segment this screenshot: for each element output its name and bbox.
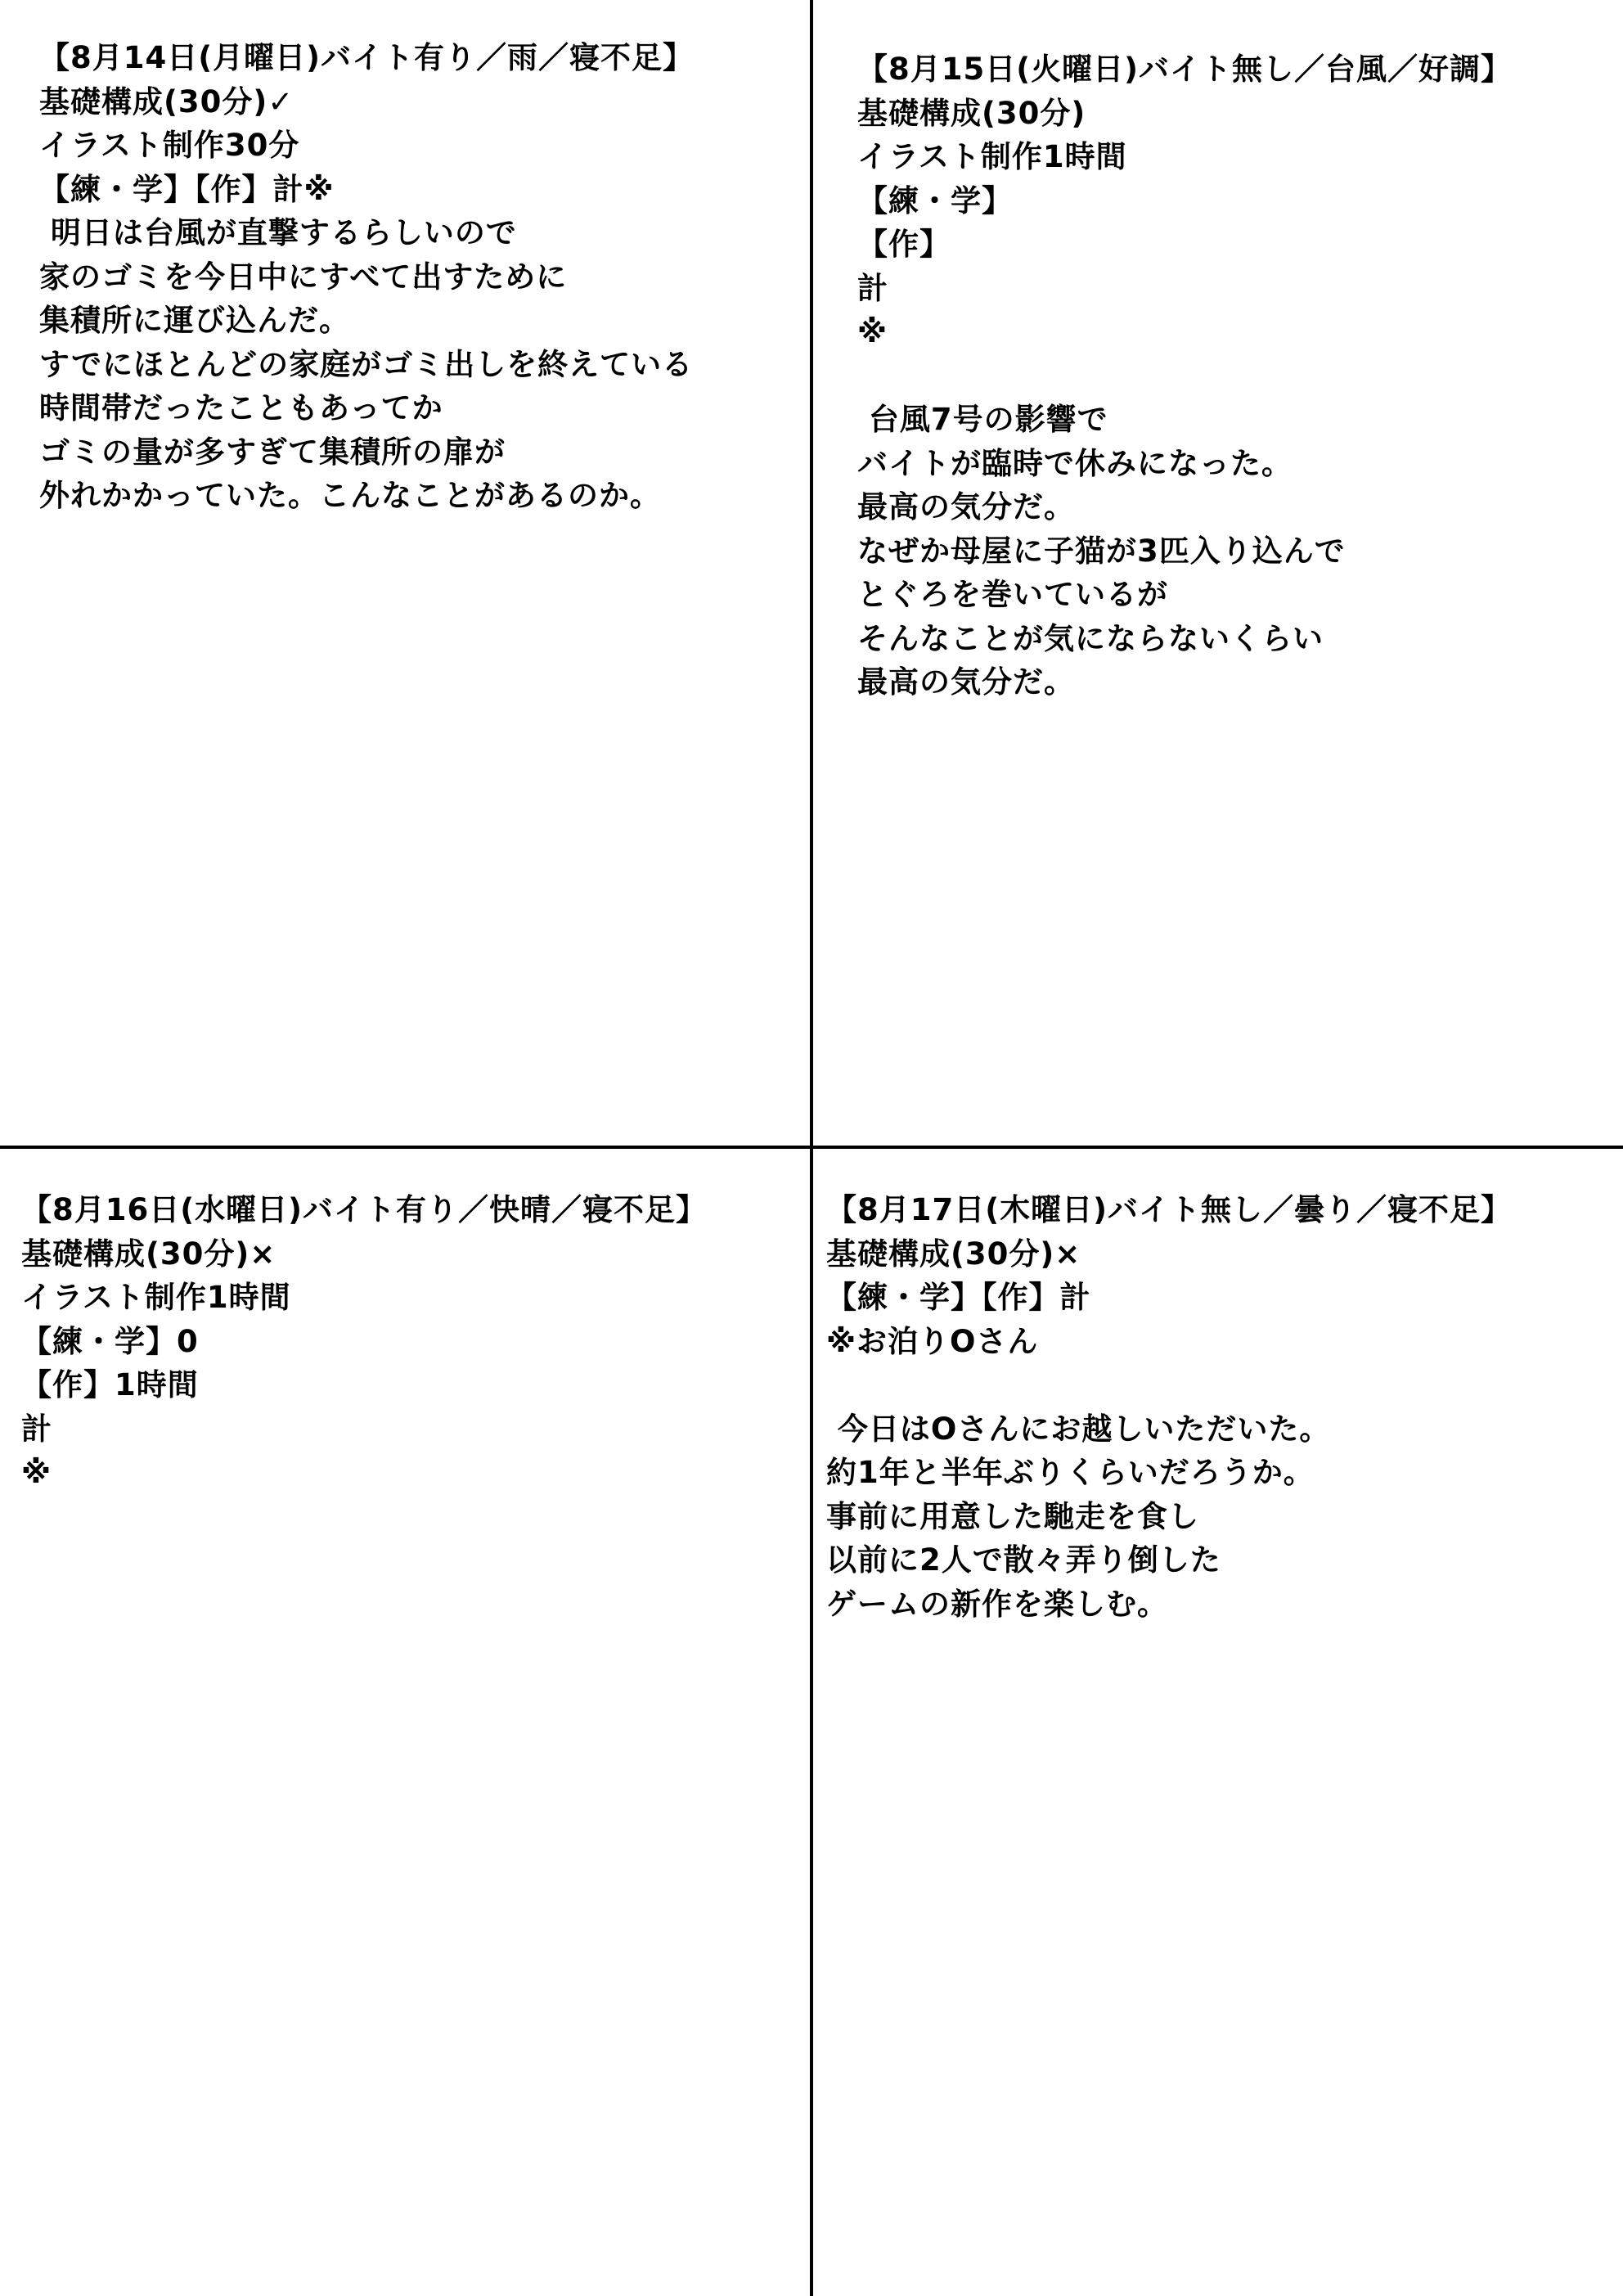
entry-line: 基礎構成(30分)✓ (39, 83, 294, 119)
entry-line: 外れかかっていた。こんなことがあるのか。 (39, 478, 661, 513)
entry-line: 【練・学】【作】計 (826, 1280, 1091, 1315)
entry-line: 家のゴミを今日中にすべて出すために (39, 259, 568, 295)
entry-heading: 【8月15日(火曜日)バイト無し／台風／好調】 (857, 52, 1513, 87)
horizontal-divider (0, 1146, 1623, 1149)
entry-line: 【練・学】 (857, 182, 1013, 218)
entry-line: 事前に用意した馳走を食し (826, 1498, 1199, 1534)
entry-line: 台風7号の影響で (857, 402, 1108, 437)
entry-line: イラスト制作1時間 (21, 1280, 291, 1315)
entry-line: とぐろを巻いているが (857, 577, 1168, 612)
entry-line: 今日はOさんにお越しいただいた。 (826, 1411, 1331, 1447)
entry-line: ※お泊りOさん (826, 1323, 1039, 1359)
entry-line: ゴミの量が多すぎて集積所の扉が (39, 434, 506, 470)
entry-line: 【作】 (857, 227, 951, 262)
entry-line: 集積所に運び込んだ。 (39, 303, 350, 338)
entry-line: ゲームの新作を楽しむ。 (826, 1586, 1168, 1622)
entry-line: 最高の気分だ。 (857, 489, 1075, 524)
entry-line: イラスト制作30分 (39, 128, 300, 163)
entry-line: なぜか母屋に子猫が3匹入り込んで (857, 533, 1346, 569)
entry-line: すでにほとんどの家庭がゴミ出しを終えている (39, 346, 694, 382)
entry-line: 基礎構成(30分) (857, 95, 1086, 131)
entry-line: 約1年と半年ぶりくらいだろうか。 (826, 1455, 1315, 1490)
entry-heading: 【8月16日(水曜日)バイト有り／快晴／寝不足】 (21, 1192, 708, 1227)
entry-line: ※ (857, 314, 888, 349)
entry-line: そんなことが気にならないくらい (857, 620, 1324, 656)
entry-line: 明日は台風が直撃するらしいので (39, 215, 517, 250)
diary-panel-aug-14 (39, 36, 800, 518)
entry-line (826, 1363, 1612, 1407)
entry-line: 計 (21, 1411, 52, 1447)
entry-line: ※ (21, 1455, 52, 1490)
entry-line: 【作】1時間 (21, 1367, 199, 1402)
entry-line (857, 354, 1610, 398)
entry-heading: 【8月14日(月曜日)バイト有り／雨／寝不足】 (39, 40, 695, 75)
entry-line: 基礎構成(30分)× (826, 1236, 1081, 1272)
entry-line: イラスト制作1時間 (857, 139, 1127, 174)
entry-line: 基礎構成(30分)× (21, 1236, 276, 1272)
diary-panel-aug-15 (857, 47, 1610, 705)
entry-line: 最高の気分だ。 (857, 664, 1075, 700)
diary-panel-aug-17 (826, 1188, 1612, 1626)
entry-line: バイトが臨時で休みになった。 (857, 445, 1293, 481)
entry-line: 【練・学】0 (21, 1323, 199, 1359)
entry-line: 時間帯だったこともあってか (39, 390, 443, 425)
entry-heading: 【8月17日(木曜日)バイト無し／曇り／寝不足】 (826, 1192, 1513, 1227)
entry-line: 【練・学】【作】計※ (39, 171, 335, 207)
entry-line: 以前に2人で散々弄り倒した (826, 1542, 1221, 1578)
diary-panel-aug-16 (21, 1188, 798, 1495)
entry-line: 計 (857, 270, 888, 306)
